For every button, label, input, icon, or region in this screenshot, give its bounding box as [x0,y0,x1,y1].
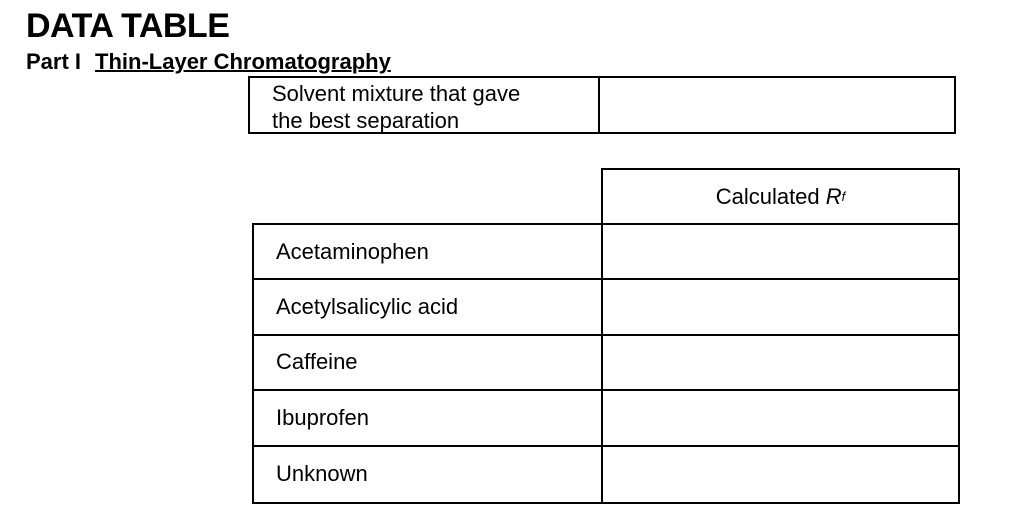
table-row [254,336,958,391]
solvent-table [248,76,956,134]
solvent-value-cell[interactable] [600,78,954,132]
compound-cell: Ibuprofen [254,391,603,444]
solvent-label-cell [250,78,600,132]
part-label: Part I [26,49,82,74]
rf-value-cell[interactable] [603,280,958,333]
table-row [254,447,958,502]
compound-cell: Unknown [254,447,603,502]
page-title: DATA TABLE [26,7,230,45]
rf-header-subscript: f [841,189,846,204]
rf-header-symbol: R [825,183,842,209]
rf-table [252,223,960,504]
section-heading [26,49,391,75]
compound-cell: Caffeine [254,336,603,389]
rf-value-cell[interactable] [603,336,958,389]
rf-header-prefix: Calculated [715,183,820,209]
compound-cell: Acetylsalicylic acid [254,280,603,333]
table-row [254,391,958,446]
solvent-label-line2: the best separation [272,108,460,133]
rf-value-cell[interactable] [603,225,958,278]
table-row [254,280,958,335]
compound-cell: Acetaminophen [254,225,603,278]
rf-value-cell[interactable] [603,447,958,502]
section-title: Thin-Layer Chromatography [95,49,391,74]
table-row [254,225,958,280]
rf-value-cell[interactable] [603,391,958,444]
rf-column-header [601,168,960,225]
solvent-label-line1: Solvent mixture that gave [272,81,521,106]
